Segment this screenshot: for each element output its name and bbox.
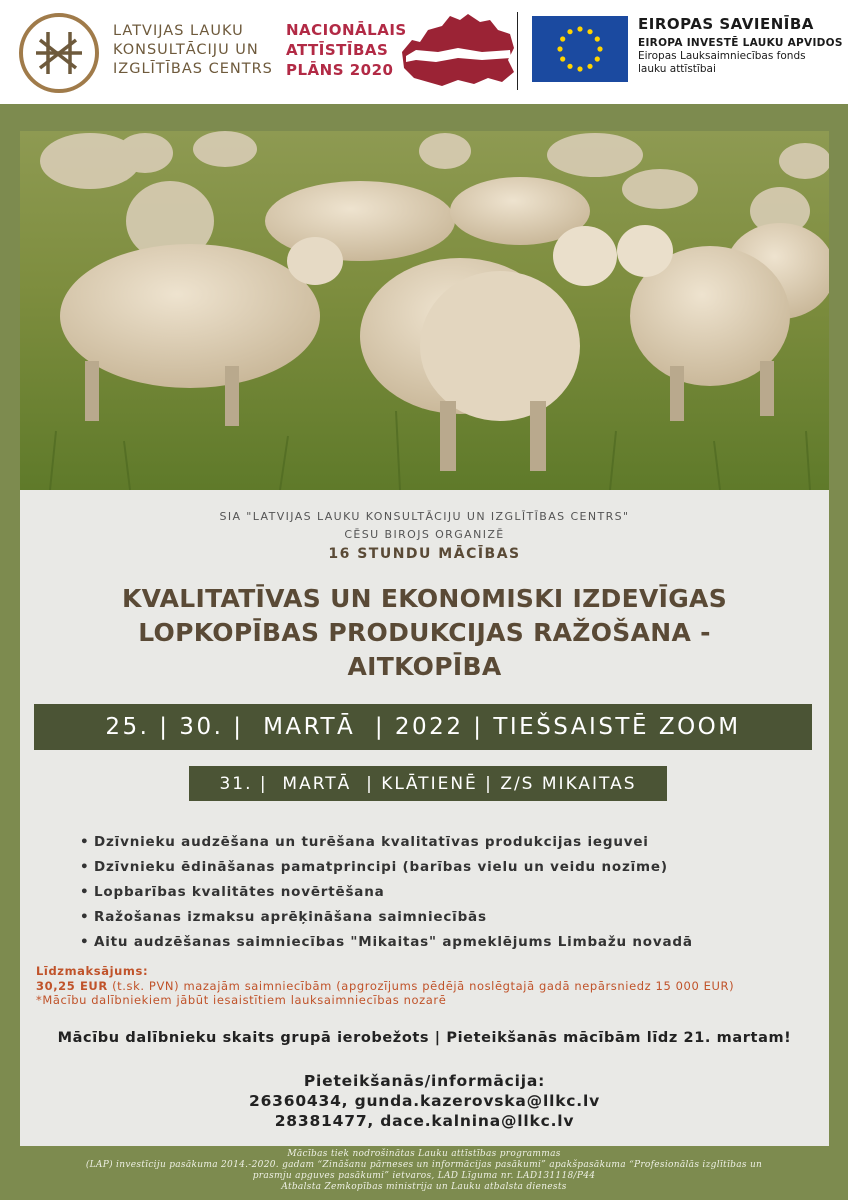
registration-notice: Mācību dalībnieku skaits grupā ierobežots | Pieteikšanās mācībām līdz 21. martam! (57, 1030, 792, 1046)
contact-line-2: 28381477, dace.kalnina@llkc.lv (274, 1112, 575, 1130)
llkc-name: LATVIJAS LAUKU KONSULTĀCIJU UN IZGLĪTĪBAS CENTRS (113, 23, 273, 77)
list-item: • Ražošanas izmaksu aprēķināšana saimniecībās (80, 905, 693, 930)
list-item: • Aitu audzēšanas saimniecības "Mikaitas" apmeklējums Limbažu novadā (80, 930, 693, 955)
list-item: • Dzīvnieku audzēšana un turēšana kvalitatīvas produkcijas ieguvei (80, 830, 693, 855)
eu-title: EIROPAS SAVIENĪBA (638, 15, 814, 33)
price-label: Līdzmaksājums: (36, 964, 149, 978)
info-panel (20, 490, 829, 1146)
sheep-photo-illustration (20, 131, 829, 490)
list-item: • Lopbarības kvalitātes novērtēšana (80, 880, 693, 905)
nap-2020-logo: NACIONĀLAIS ATTĪSTĪBAS PLĀNS 2020 (286, 21, 407, 79)
llkc-logo-icon (18, 12, 100, 94)
price-amount: 30,25 EUR (36, 978, 108, 993)
list-item: • Dzīvnieku ēdināšanas pamatprincipi (barības vielu un veidu nozīme) (80, 855, 693, 880)
bullet-icon: • (80, 909, 90, 925)
funding-footer: Mācības tiek nodrošinātas Lauku attīstības programmas (LAP) investīciju pasākuma 2014.-2020. gadam “Zināšanu pārneses un informācijas pasākumi” apakšpasākuma “Profesionālās izglītības un prasmju apguves pasākumi” ietvaros, LAD Līguma nr. LAD131118/P44 Atbalsta Zemkopības ministrija un Lauku atbalsta dienests (85, 1149, 763, 1192)
onsite-date-bar: 31. | MARTĀ | KLĀTIENĒ | Z/S MIKAITAS (189, 766, 667, 801)
sheep-photo (20, 131, 829, 490)
course-hours: 16 STUNDU MĀCĪBAS (328, 546, 521, 562)
organizer-line-2: CĒSU BIROJS ORGANIZĒ (344, 528, 505, 541)
bullet-icon: • (80, 884, 90, 900)
course-title: KVALITATĪVAS UN EKONOMISKI IZDEVĪGAS LOPKOPĪBAS PRODUKCIJAS RAŽOŠANA - AITKOPĪBA (121, 584, 727, 681)
bullet-icon: • (80, 934, 90, 950)
contact-heading: Pieteikšanās/informācija: (303, 1072, 546, 1090)
bullet-icon: • (80, 859, 90, 875)
organizer-line-1: SIA "LATVIJAS LAUKU KONSULTĀCIJU UN IZGLĪTĪBAS CENTRS" (219, 510, 630, 523)
latvia-flag-map-icon (398, 12, 518, 90)
price-info (36, 964, 734, 1008)
contact-block (20, 1071, 829, 1131)
topic-list (80, 830, 693, 955)
bullet-icon: • (80, 834, 90, 850)
header-banner (0, 0, 848, 104)
eu-flag-icon (532, 16, 628, 82)
contact-line-1: 26360434, gunda.kazerovska@llkc.lv (249, 1092, 600, 1110)
online-date-bar: 25. | 30. | MARTĀ | 2022 | TIEŠSAISTĒ ZOOM (34, 704, 812, 750)
price-note: *Mācību dalībniekiem jābūt iesaistītiem lauksaimniecības nozarē (36, 993, 447, 1007)
eu-text-block: EIROPAS SAVIENĪBA EIROPA INVESTĒ LAUKU APVIDOS Eiropas Lauksaimniecības fonds lauku attīstībai (638, 15, 843, 75)
price-detail: (t.sk. PVN) mazajām saimniecībām (apgrozījums pēdējā noslēgtajā gadā nepārsniedz 15 000 EUR) (107, 978, 735, 993)
